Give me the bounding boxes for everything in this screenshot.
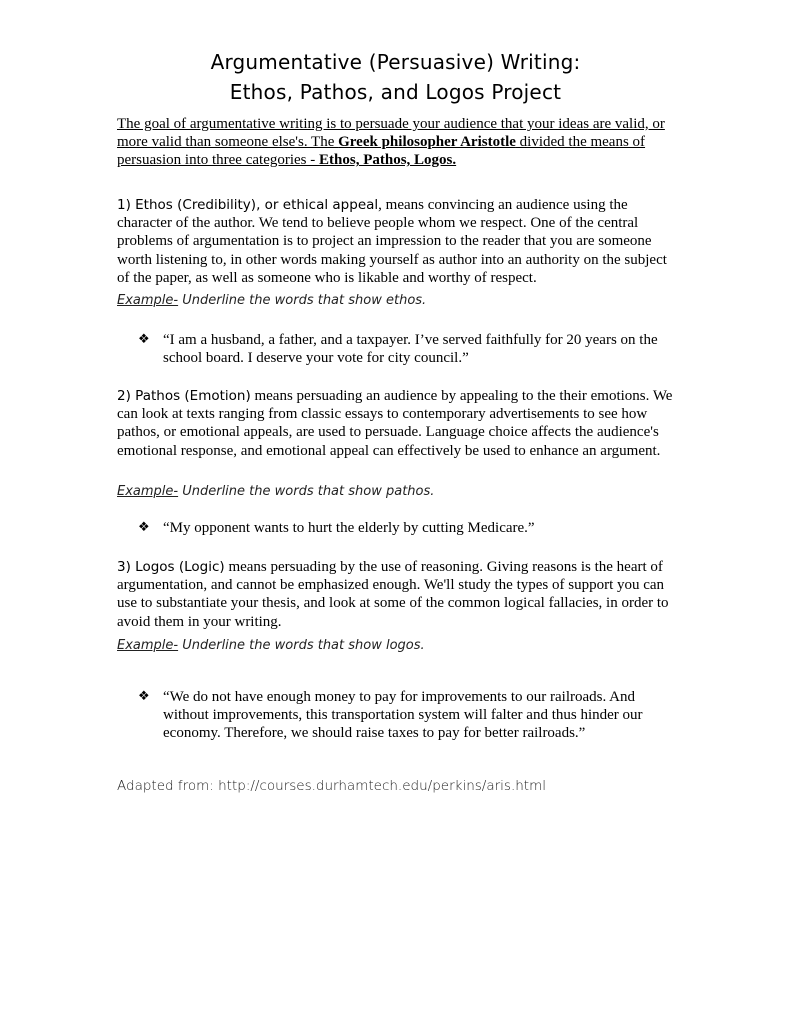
diamond-bullet-icon: ❖ (138, 332, 150, 347)
pathos-body: means persuading an audience by appealing to the their emotions. We can look at texts ranging from classic essays to contemporary advertisements to see how pathos, or emotional appeals, are used to persuade. Language choice affects the audience's emotional response, and emotional appeal can effectively be used to enhance an argument. (117, 388, 673, 459)
intro-bold-aristotle: Greek philosopher Aristotle (338, 134, 516, 150)
intro-text-2: divided the means of persuasion into three categories - (117, 134, 646, 168)
ethos-heading-2: ethical appeal (282, 197, 379, 213)
logos-body: means persuading by the use of reasoning. Giving reasons is the heart of argumentation, and cannot be emphasized enough. We'll study the types of support you can use to substantiate your thesis, and look at some of the common logical fallacies, in order to avoid them in your writing. (117, 559, 669, 630)
logos-number: 3) (117, 559, 131, 575)
ethos-number: 1) (117, 197, 131, 213)
ethos-paragraph (117, 196, 682, 287)
ethos-heading: Ethos (Credibility) (135, 197, 257, 213)
ethos-quote-item (138, 331, 678, 367)
pathos-quote-item (138, 519, 678, 537)
diamond-bullet-icon: ❖ (138, 520, 150, 535)
ethos-connector: , or (256, 197, 283, 213)
logos-example-label: Example- (117, 638, 179, 653)
page-subtitle: Ethos, Pathos, and Logos Project (229, 80, 562, 104)
diamond-bullet-icon: ❖ (138, 689, 150, 704)
intro-text-1: The goal of argumentative writing is to persuade your audience that your ideas are valid, or more valid than someone else's. The (117, 116, 665, 150)
logos-example (117, 638, 425, 653)
ethos-example (117, 293, 426, 308)
pathos-number: 2) (117, 388, 131, 404)
page-title: Argumentative (Persuasive) Writing: (210, 50, 581, 74)
pathos-example-text: Underline the words that show pathos. (178, 484, 435, 499)
intro-paragraph (117, 115, 677, 169)
logos-quote: “We do not have enough money to pay for improvements to our railroads. And without improvements, this transportation system will falter and thus hinder our economy. Therefore, we should raise taxes to pay for better railroads.” (163, 689, 643, 742)
logos-paragraph (117, 558, 682, 631)
pathos-paragraph (117, 387, 682, 460)
pathos-quote: “My opponent wants to hurt the elderly by cutting Medicare.” (163, 520, 535, 536)
logos-example-text: Underline the words that show logos. (178, 638, 425, 653)
logos-heading: Logos (Logic) (135, 559, 225, 575)
source-attribution: Adapted from: http://courses.durhamtech.edu/perkins/aris.html (117, 778, 546, 794)
ethos-example-text: Underline the words that show ethos. (178, 293, 427, 308)
pathos-example-label: Example- (117, 484, 179, 499)
pathos-heading: Pathos (Emotion) (135, 388, 251, 404)
ethos-quote: “I am a husband, a father, and a taxpayer. I’ve served faithfully for 20 years on the school board. I deserve your vote for city council.” (163, 332, 658, 367)
ethos-body: , means convincing an audience using the character of the author. We tend to believe people whom we respect. One of the central problems of argumentation is to project an impression to the reader that you are someone worth listening to, in other words making yourself as author into an authority on the subject of the paper, as well as someone who is likable and worthy of respect. (117, 197, 667, 286)
ethos-example-label: Example- (117, 293, 179, 308)
pathos-example (117, 484, 434, 499)
intro-bold-categories: Ethos, Pathos, Logos. (319, 152, 457, 168)
logos-quote-item (138, 688, 678, 743)
